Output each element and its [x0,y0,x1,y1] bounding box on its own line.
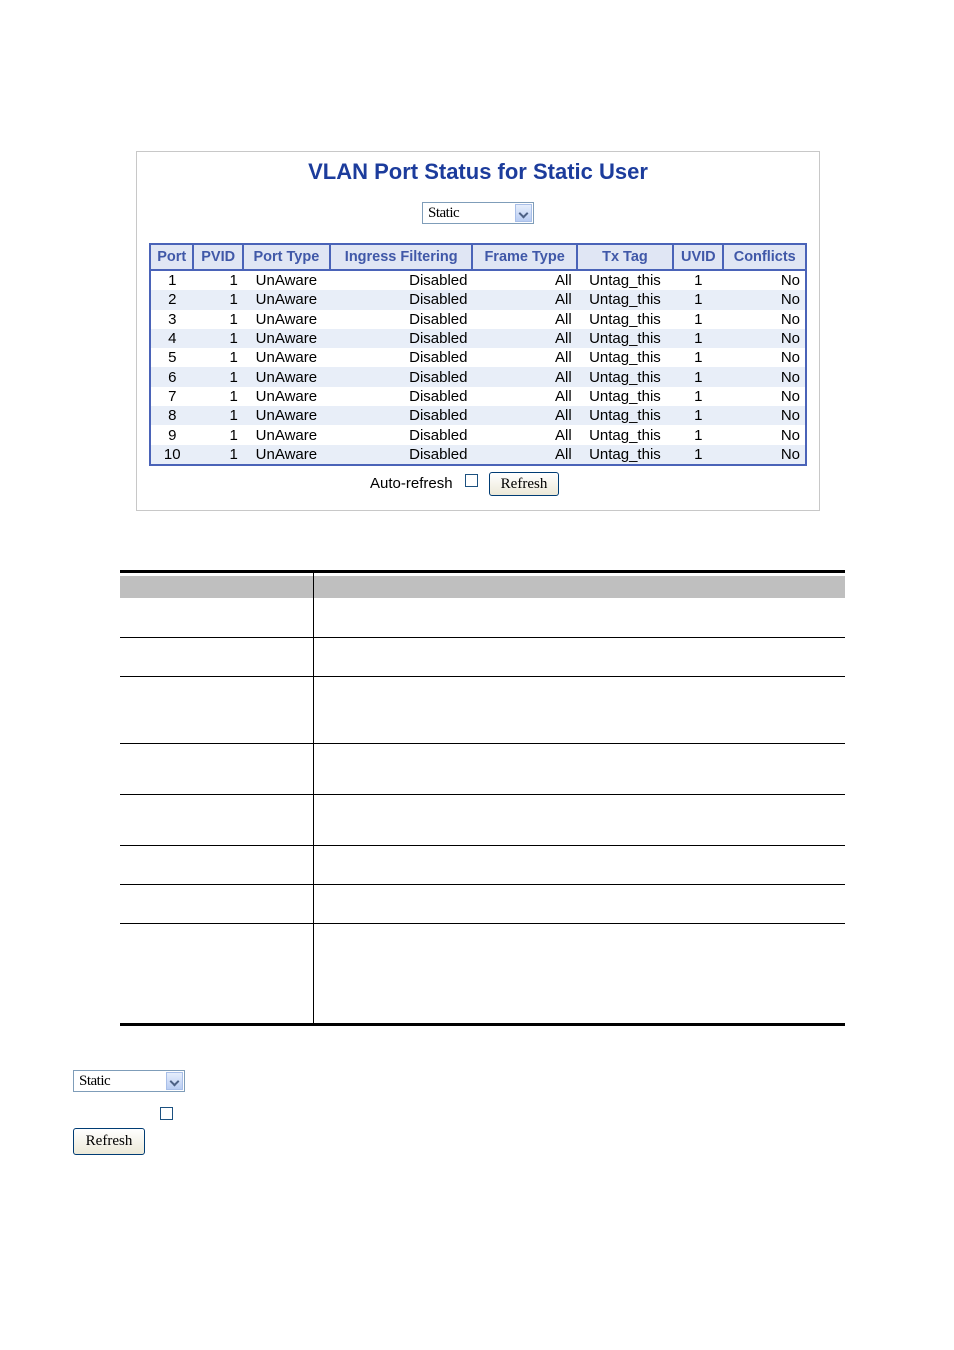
cell-port-type: UnAware [255,272,318,290]
row-divider [120,923,845,924]
cell-uvid: 1 [673,406,723,425]
column-header-uvid: UVID [673,245,723,270]
cell-port: 4 [151,329,193,348]
cell-uvid: 1 [694,426,703,444]
cell-frame-type: All [555,310,572,328]
row-divider [120,743,845,744]
cell-pvid: 1 [229,272,238,290]
user-select[interactable] [422,202,534,224]
cell-uvid: 1 [673,445,723,464]
cell-ingress-filtering: Disabled [330,329,473,348]
cell-ingress-filtering: Disabled [409,349,468,367]
cell-frame-type: All [555,349,572,367]
cell-tx-tag: Untag_this [589,310,661,328]
cell-uvid: 1 [673,290,723,309]
cell-port: 7 [168,387,177,405]
cell-conflicts: No [723,445,805,464]
cell-pvid: 1 [193,290,242,309]
cell-tx-tag: Untag_this [577,367,673,386]
table-row [151,367,805,386]
cell-conflicts: No [780,310,800,328]
cell-port-type: UnAware [255,387,318,405]
cell-ingress-filtering: Disabled [330,445,473,464]
cell-uvid: 1 [694,310,703,328]
cell-tx-tag: Untag_this [577,329,673,348]
column-header-tx-tag: Tx Tag [577,245,673,270]
panel-title: VLAN Port Status for Static User [308,159,648,184]
cell-port-type: UnAware [255,349,318,367]
cell-tx-tag: Untag_this [589,426,661,444]
cell-ingress-filtering: Disabled [330,290,473,309]
cell-ingress-filtering: Disabled [330,406,473,425]
cell-uvid: 1 [673,329,723,348]
table-row [151,329,805,348]
cell-port: 2 [151,290,193,309]
column-header-port: Port [151,245,193,270]
cell-frame-type: All [472,445,576,464]
chevron-down-icon [166,1072,183,1090]
cell-conflicts: No [723,290,805,309]
cell-tx-tag: Untag_this [589,387,661,405]
cell-frame-type: All [472,329,576,348]
row-divider [120,637,845,638]
cell-conflicts: No [723,329,805,348]
cell-uvid: 1 [694,387,703,405]
cell-tx-tag: Untag_this [589,272,661,290]
cell-pvid: 1 [229,310,238,328]
vlan-port-status-panel [136,151,820,511]
row-divider [120,676,845,677]
column-header-pvid: PVID [193,245,242,270]
cell-port: 1 [168,272,177,290]
cell-ingress-filtering: Disabled [409,272,468,290]
cell-uvid: 1 [694,272,703,290]
cell-tx-tag: Untag_this [577,445,673,464]
cell-port-type: UnAware [255,310,318,328]
cell-conflicts: No [780,272,800,290]
cell-pvid: 1 [229,387,238,405]
cell-frame-type: All [472,367,576,386]
cell-pvid: 1 [193,445,242,464]
vlan-port-status-table [149,243,807,466]
column-header-ingress-filtering: Ingress Filtering [330,245,473,270]
cell-port-type: UnAware [243,445,330,464]
cell-uvid: 1 [694,349,703,367]
chevron-down-icon [515,204,532,222]
cell-ingress-filtering: Disabled [330,367,473,386]
table-row [151,310,805,329]
column-divider [313,573,314,1024]
user-select-value: Static [428,205,460,221]
cell-port-type: UnAware [243,290,330,309]
cell-port: 9 [168,426,177,444]
legend-refresh-button[interactable]: Refresh [73,1128,145,1155]
cell-pvid: 1 [193,406,242,425]
cell-port: 3 [168,310,177,328]
cell-port: 10 [151,445,193,464]
table-bottom-rule [120,1023,845,1026]
table-body [151,270,805,464]
legend-select-value: Static [79,1073,111,1089]
table-top-rule [120,570,845,573]
legend-user-select[interactable] [73,1070,185,1092]
auto-refresh-checkbox[interactable] [465,474,478,487]
cell-conflicts: No [723,367,805,386]
description-table [120,570,845,1027]
table-row [151,270,805,290]
cell-frame-type: All [472,406,576,425]
cell-frame-type: All [555,426,572,444]
cell-port-type: UnAware [255,426,318,444]
cell-conflicts: No [780,387,800,405]
table-row [151,425,805,444]
cell-uvid: 1 [673,367,723,386]
cell-port-type: UnAware [243,329,330,348]
cell-port: 6 [151,367,193,386]
cell-conflicts: No [780,349,800,367]
table-row [151,406,805,425]
cell-conflicts: No [780,426,800,444]
refresh-button[interactable]: Refresh [489,472,559,496]
cell-frame-type: All [555,387,572,405]
cell-port: 5 [168,349,177,367]
auto-refresh-label: Auto-refresh [370,475,453,492]
cell-pvid: 1 [193,329,242,348]
cell-ingress-filtering: Disabled [409,387,468,405]
cell-frame-type: All [555,272,572,290]
column-header-frame-type: Frame Type [472,245,576,270]
cell-port-type: UnAware [243,406,330,425]
cell-frame-type: All [472,290,576,309]
cell-pvid: 1 [193,367,242,386]
cell-ingress-filtering: Disabled [409,310,468,328]
row-divider [120,794,845,795]
column-header-port-type: Port Type [243,245,330,270]
cell-tx-tag: Untag_this [577,406,673,425]
description-header [120,576,845,598]
cell-conflicts: No [723,406,805,425]
table-header-row [151,245,805,270]
row-divider [120,845,845,846]
table-row [151,348,805,367]
row-divider [120,884,845,885]
legend-auto-refresh-checkbox[interactable] [160,1107,173,1120]
cell-ingress-filtering: Disabled [409,426,468,444]
cell-tx-tag: Untag_this [589,349,661,367]
table-row [151,445,805,464]
column-header-conflicts: Conflicts [723,245,805,270]
cell-pvid: 1 [229,426,238,444]
cell-tx-tag: Untag_this [577,290,673,309]
cell-port-type: UnAware [243,367,330,386]
cell-port: 8 [151,406,193,425]
table-row [151,290,805,309]
cell-pvid: 1 [229,349,238,367]
table-row [151,387,805,406]
